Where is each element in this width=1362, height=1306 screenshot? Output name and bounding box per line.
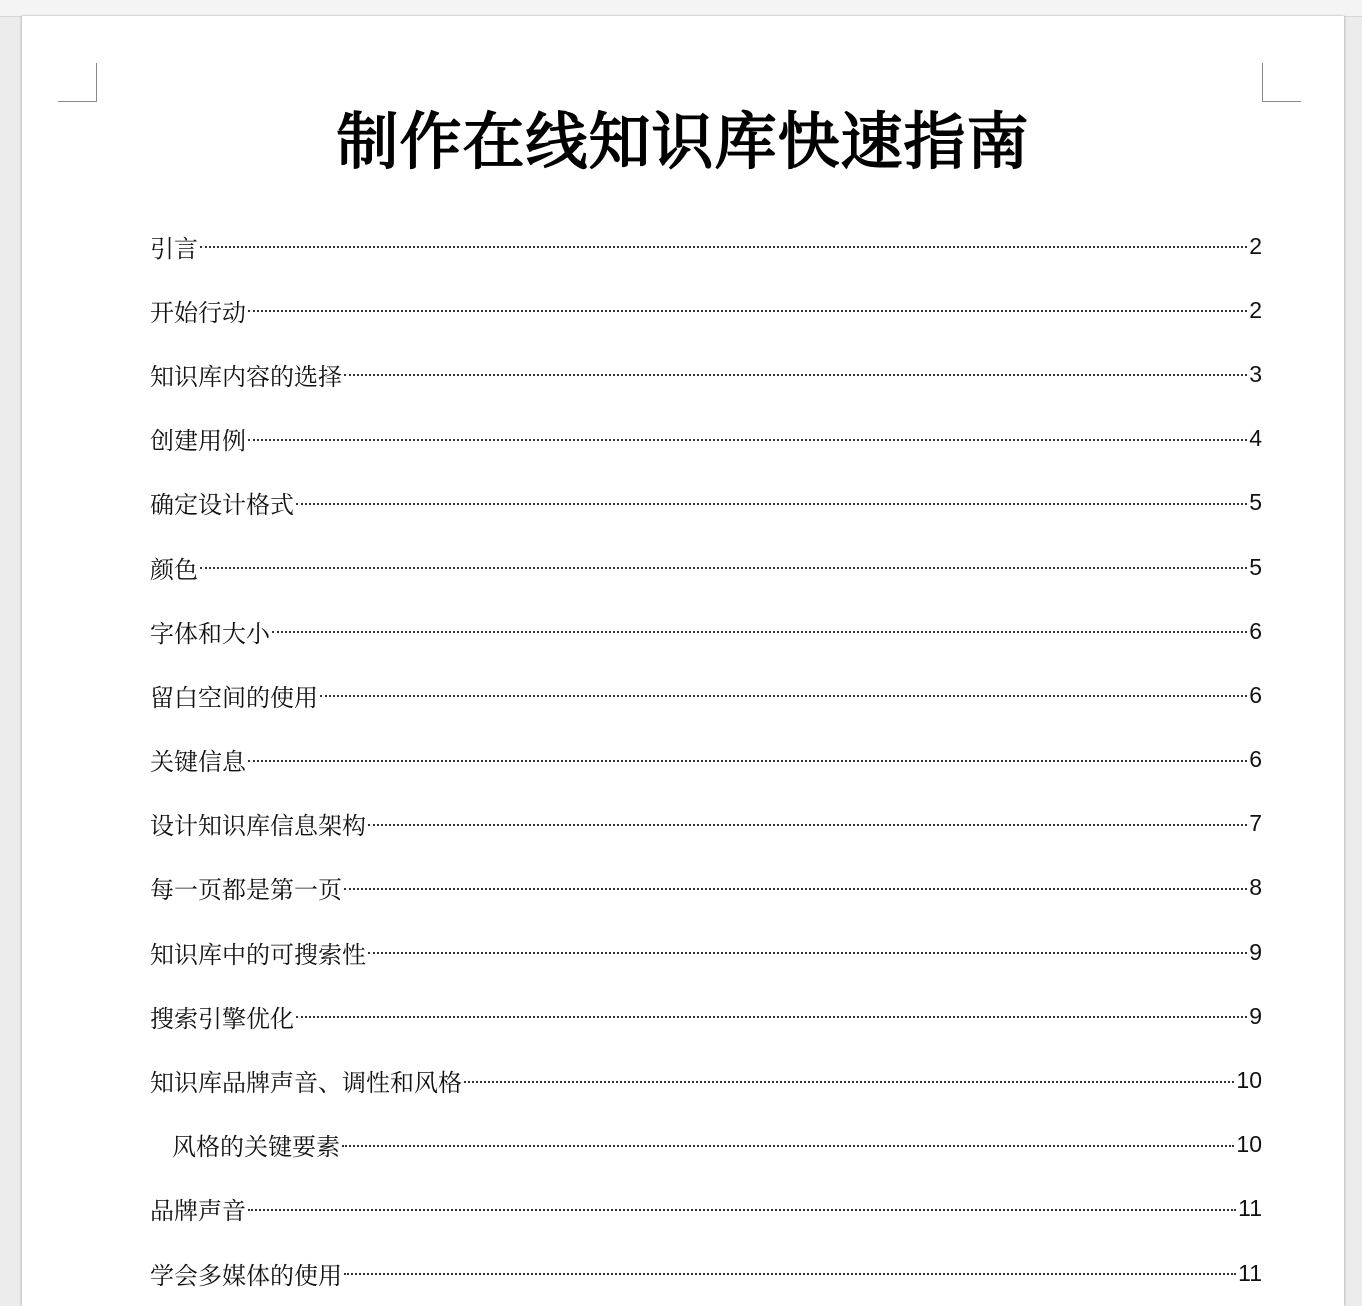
toc-entry-page-number: 3: [1249, 360, 1262, 387]
toc-entry-page-number: 7: [1249, 810, 1262, 837]
toc-entry[interactable]: [150, 535, 1262, 599]
toc-dot-leader: [248, 439, 1247, 441]
toc-entry-label: 知识库内容的选择: [150, 362, 342, 391]
document-title: 制作在线知识库快速指南: [336, 105, 1030, 178]
toc-entry[interactable]: [150, 342, 1262, 406]
toc-entry-label: 引言: [150, 234, 198, 263]
toc-entry[interactable]: [150, 1177, 1262, 1241]
toc-entry-label: 品牌声音: [150, 1197, 246, 1226]
crop-mark-top-right: [1262, 63, 1301, 102]
toc-entry-page-number: 9: [1249, 1002, 1262, 1029]
toc-entry-page-number: 11: [1238, 1195, 1262, 1222]
toc-entry[interactable]: [150, 599, 1262, 663]
toc-entry-label: 设计知识库信息架构: [150, 812, 366, 841]
window-top-strip: [0, 0, 1362, 17]
toc-entry[interactable]: [150, 407, 1262, 471]
toc-entry-page-number: 4: [1249, 425, 1262, 452]
toc-entry-page-number: 9: [1249, 938, 1262, 965]
toc-entry-page-number: 8: [1249, 874, 1262, 901]
toc-entry-label: 确定设计格式: [150, 491, 294, 520]
toc-entry[interactable]: [150, 278, 1262, 342]
toc-dot-leader: [296, 503, 1247, 505]
toc-entry-label: 风格的关键要素: [172, 1133, 340, 1162]
toc-entry-label: 每一页都是第一页: [150, 876, 342, 905]
toc-dot-leader: [248, 760, 1247, 762]
toc-entry-page-number: 6: [1249, 681, 1262, 708]
toc-entry[interactable]: [150, 984, 1262, 1048]
toc-entry-label: 留白空间的使用: [150, 683, 318, 712]
toc-dot-leader: [344, 888, 1247, 890]
toc-dot-leader: [200, 246, 1247, 248]
toc-entry[interactable]: [150, 1048, 1262, 1112]
toc-dot-leader: [344, 1273, 1236, 1275]
toc-entry[interactable]: [150, 214, 1262, 278]
toc-dot-leader: [296, 1016, 1247, 1018]
toc-entry[interactable]: [150, 1113, 1262, 1177]
toc-entry-page-number: 11: [1238, 1259, 1262, 1286]
toc-entry[interactable]: [150, 663, 1262, 727]
toc-entry-page-number: 5: [1249, 553, 1262, 580]
toc-entry[interactable]: [150, 856, 1262, 920]
toc-entry[interactable]: [150, 471, 1262, 535]
toc-entry-label: 创建用例: [150, 427, 246, 456]
document-page: [22, 16, 1344, 1306]
toc-entry-page-number: 10: [1236, 1131, 1262, 1158]
toc-entry[interactable]: [150, 1241, 1262, 1305]
toc-dot-leader: [248, 310, 1247, 312]
toc-entry-page-number: 10: [1236, 1067, 1262, 1094]
toc-entry-page-number: 6: [1249, 746, 1262, 773]
toc-dot-leader: [200, 567, 1247, 569]
toc-entry-label: 搜索引擎优化: [150, 1004, 294, 1033]
crop-mark-top-left: [58, 63, 97, 102]
toc-entry-page-number: 5: [1249, 489, 1262, 516]
toc-entry-page-number: 2: [1249, 232, 1262, 259]
toc-entry[interactable]: [150, 920, 1262, 984]
toc-dot-leader: [272, 631, 1247, 633]
toc-entry-label: 颜色: [150, 555, 198, 584]
toc-entry-page-number: 6: [1249, 617, 1262, 644]
toc-entry-label: 字体和大小: [150, 619, 270, 648]
toc-dot-leader: [344, 374, 1247, 376]
toc-entry-label: 开始行动: [150, 298, 246, 327]
toc-dot-leader: [342, 1145, 1234, 1147]
toc-entry-label: 学会多媒体的使用: [150, 1261, 342, 1290]
toc-dot-leader: [368, 952, 1247, 954]
toc-dot-leader: [320, 695, 1247, 697]
toc-entry-label: 知识库品牌声音、调性和风格: [150, 1069, 462, 1098]
toc-dot-leader: [368, 824, 1247, 826]
toc-entry[interactable]: [150, 728, 1262, 792]
toc-entry-label: 知识库中的可搜索性: [150, 940, 366, 969]
toc-entry-label: 关键信息: [150, 748, 246, 777]
toc-entry-page-number: 2: [1249, 296, 1262, 323]
toc-dot-leader: [464, 1081, 1234, 1083]
toc-dot-leader: [248, 1209, 1236, 1211]
table-of-contents: [150, 214, 1262, 1305]
toc-entry[interactable]: [150, 792, 1262, 856]
